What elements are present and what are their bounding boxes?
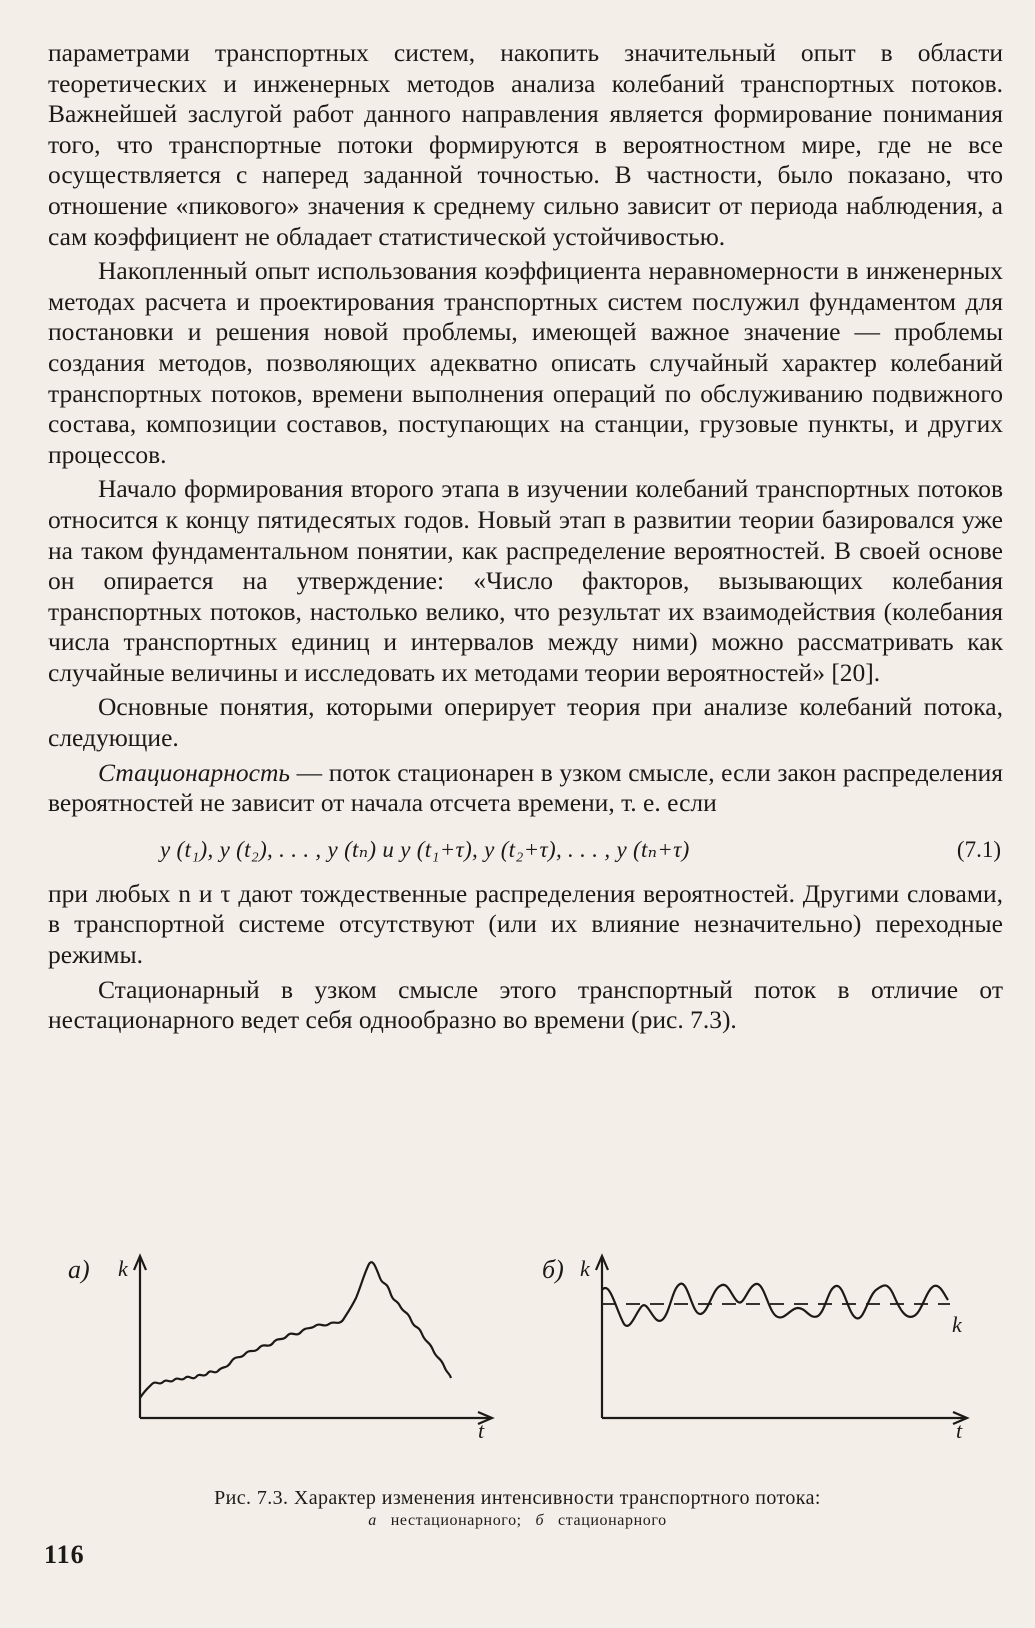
panel-a-plot xyxy=(60,1250,500,1450)
paragraph-1: параметрами транспортных систем, накопить значительный опыт в области теоретических и инженерных методов анализа колебаний транспортных потоков. Важнейшей заслугой работ данного направления является формирование понимания того, что транспортные потоки формируются в вероятностном мире, где не все осуществляется с наперед заданной точностью. В частности, было показано, что отношение «пикового» значения к среднему сильно зависит от периода наблюдения, а сам коэффициент не обладает статистической устойчивостью. xyxy=(48,38,1003,251)
paragraph-5-text: — поток стационарен в узком смысле, если закон распределения вероятностей не зависит от начала отсчета времени, т. е. если xyxy=(48,757,1003,818)
subcaption-b-letter: б xyxy=(535,1512,545,1529)
term-stationarity: Стационарность xyxy=(98,757,290,787)
paragraph-6: при любых n и τ дают тождественные распределения вероятностей. Другими словами, в транспортной системе отсутствуют (или их влияние незначительно) переходные режимы. xyxy=(48,878,1003,970)
figure-7-3 xyxy=(60,1250,1000,1470)
subcaption-a-letter: а xyxy=(368,1512,377,1529)
paragraph-3: Начало формирования второго этапа в изучении колебаний транспортных потоков относится к концу пятидесятых годов. Новый этап в развитии теории базировался уже на таком фундаментальном понятии, как распределение вероятностей. В своей основе он опирается на утверждение: «Число факторов, вызывающих колебания транспортных потоков, настолько велико, что результат их взаимодействия (колебания числа транспортных единиц и интервалов между ними) можно рассматривать как случайные величины и исследовать их методами теории вероятностей» [20]. xyxy=(48,474,1003,687)
panel-a-label: а) xyxy=(68,1255,90,1284)
panel-b-mean-label: k xyxy=(952,1312,962,1337)
equation-number: (7.1) xyxy=(956,836,1001,862)
paragraph-2: Накопленный опыт использования коэффициента неравномерности в инженерных методах расчета и проектирования транспортных систем послужил фундаментом для постановки и решения новой проблемы, имеющей важное значение — проблемы создания методов, позволяющих адекватно описать случайный характер колебаний транспортных потоков, времени выполнения операций по обслуживанию подвижного состава, композиции составов, поступающих на станции, грузовые пункты, и других процессов. xyxy=(48,256,1003,469)
panel-b-y-axis-label: k xyxy=(580,1256,590,1281)
paragraph-7: Стационарный в узком смысле этого транспортный поток в отличие от нестационарного ведет себя однообразно во времени (рис. 7.3). xyxy=(48,974,1003,1035)
subcaption-a-text: нестационарного; xyxy=(390,1512,522,1529)
formula-7-1: y (t₁), y (t₂), . . . , y (tₙ) и y (t₁+τ), y (t₂+τ), . . . , y (tₙ+τ) xyxy=(160,836,690,862)
subcaption-b-text: стационарного xyxy=(558,1512,667,1529)
formula-row xyxy=(48,829,1003,873)
figure-caption: Рис. 7.3. Характер изменения интенсивности транспортного потока: xyxy=(214,1487,821,1509)
panel-b-plot xyxy=(530,1250,970,1450)
panel-b-label: б) xyxy=(542,1255,564,1284)
panel-a-x-axis-label: t xyxy=(478,1418,485,1443)
paragraph-5 xyxy=(48,758,1003,819)
page-number: 116 xyxy=(44,1540,85,1569)
figure-subcaption xyxy=(0,1512,1035,1530)
panel-a-y-axis-label: k xyxy=(118,1256,128,1281)
panel-a-curve xyxy=(140,1262,451,1398)
page-body xyxy=(48,38,1003,1036)
paragraph-4: Основные понятия, которыми оперирует теория при анализе колебаний потока, следующие. xyxy=(48,692,1003,753)
panel-b-x-axis-label: t xyxy=(956,1418,963,1443)
